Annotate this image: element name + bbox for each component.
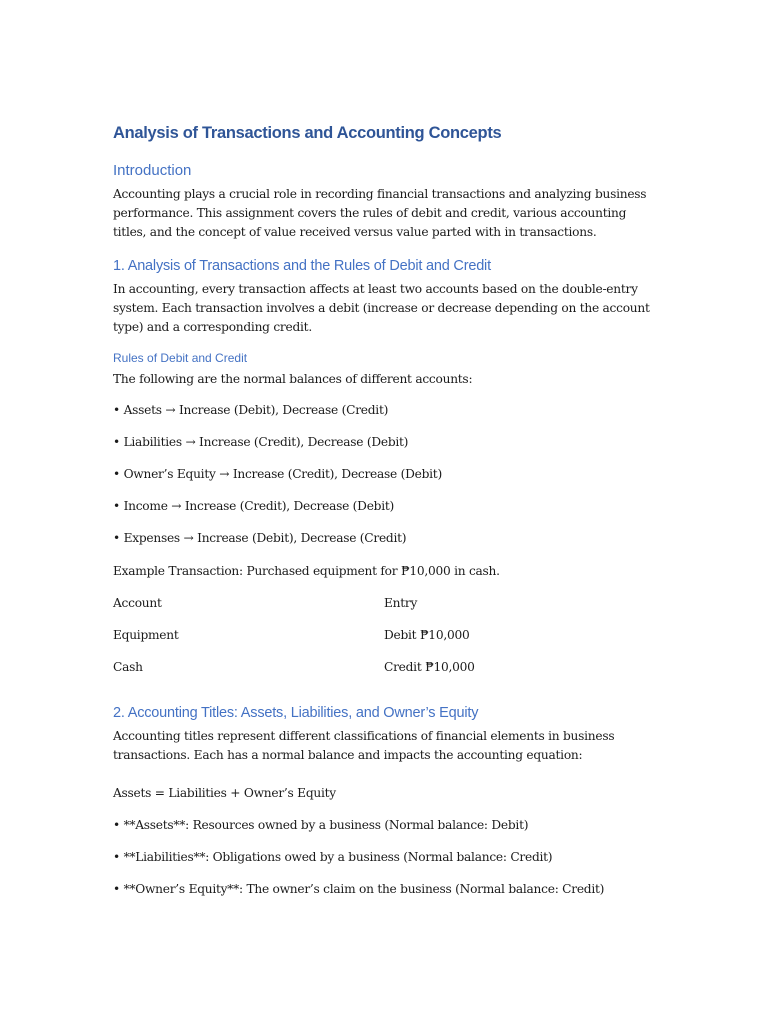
rule-bullet-income: • Income → Increase (Credit), Decrease (Debit) [113,499,395,513]
table-cell-entry: Credit ₱10,000 [384,660,475,674]
rule-bullet-expenses: • Expenses → Increase (Debit), Decrease (Credit) [113,531,407,545]
rules-subheading: Rules of Debit and Credit [113,351,248,365]
title-bullet-owners-equity: • **Owner’s Equity**: The owner’s claim on the business (Normal balance: Credit) [113,882,605,896]
example-transaction: Example Transaction: Purchased equipment for ₱10,000 in cash. [113,564,500,578]
table-cell-account: Cash [113,660,143,674]
title-bullet-liabilities: • **Liabilities**: Obligations owed by a business (Normal balance: Credit) [113,850,553,864]
rule-bullet-liabilities: • Liabilities → Increase (Credit), Decrease (Debit) [113,435,409,449]
rule-bullet-assets: • Assets → Increase (Debit), Decrease (Credit) [113,403,389,417]
section-2-heading: 2. Accounting Titles: Assets, Liabilities, and Owner’s Equity [113,705,479,721]
section-2-paragraph: Accounting titles represent different classifications of financial elements in business transactions. Each has a normal balance and impacts the accounting equation: [113,729,615,762]
section-1-heading: 1. Analysis of Transactions and the Rules of Debit and Credit [113,258,491,274]
rules-intro: The following are the normal balances of different accounts: [113,372,473,386]
accounting-equation: Assets = Liabilities + Owner’s Equity [113,786,336,800]
table-header-account: Account [113,596,162,610]
table-cell-entry: Debit ₱10,000 [384,628,470,642]
table-header-entry: Entry [384,596,418,610]
document-title: Analysis of Transactions and Accounting Concepts [113,124,502,142]
introduction-paragraph: Accounting plays a crucial role in recording financial transactions and analyzing business performance. This assignment covers the rules of debit and credit, various accounting titles, and the concept of value received versus value parted with in transactions. [113,187,647,239]
rule-bullet-owners-equity: • Owner’s Equity → Increase (Credit), Decrease (Debit) [113,467,442,481]
title-bullet-assets: • **Assets**: Resources owned by a business (Normal balance: Debit) [113,818,529,832]
introduction-heading: Introduction [113,162,192,179]
table-cell-account: Equipment [113,628,179,642]
section-1-paragraph: In accounting, every transaction affects at least two accounts based on the double-entry system. Each transaction involves a debit (increase or decrease depending on the account type) and a corresponding credit. [113,282,650,334]
